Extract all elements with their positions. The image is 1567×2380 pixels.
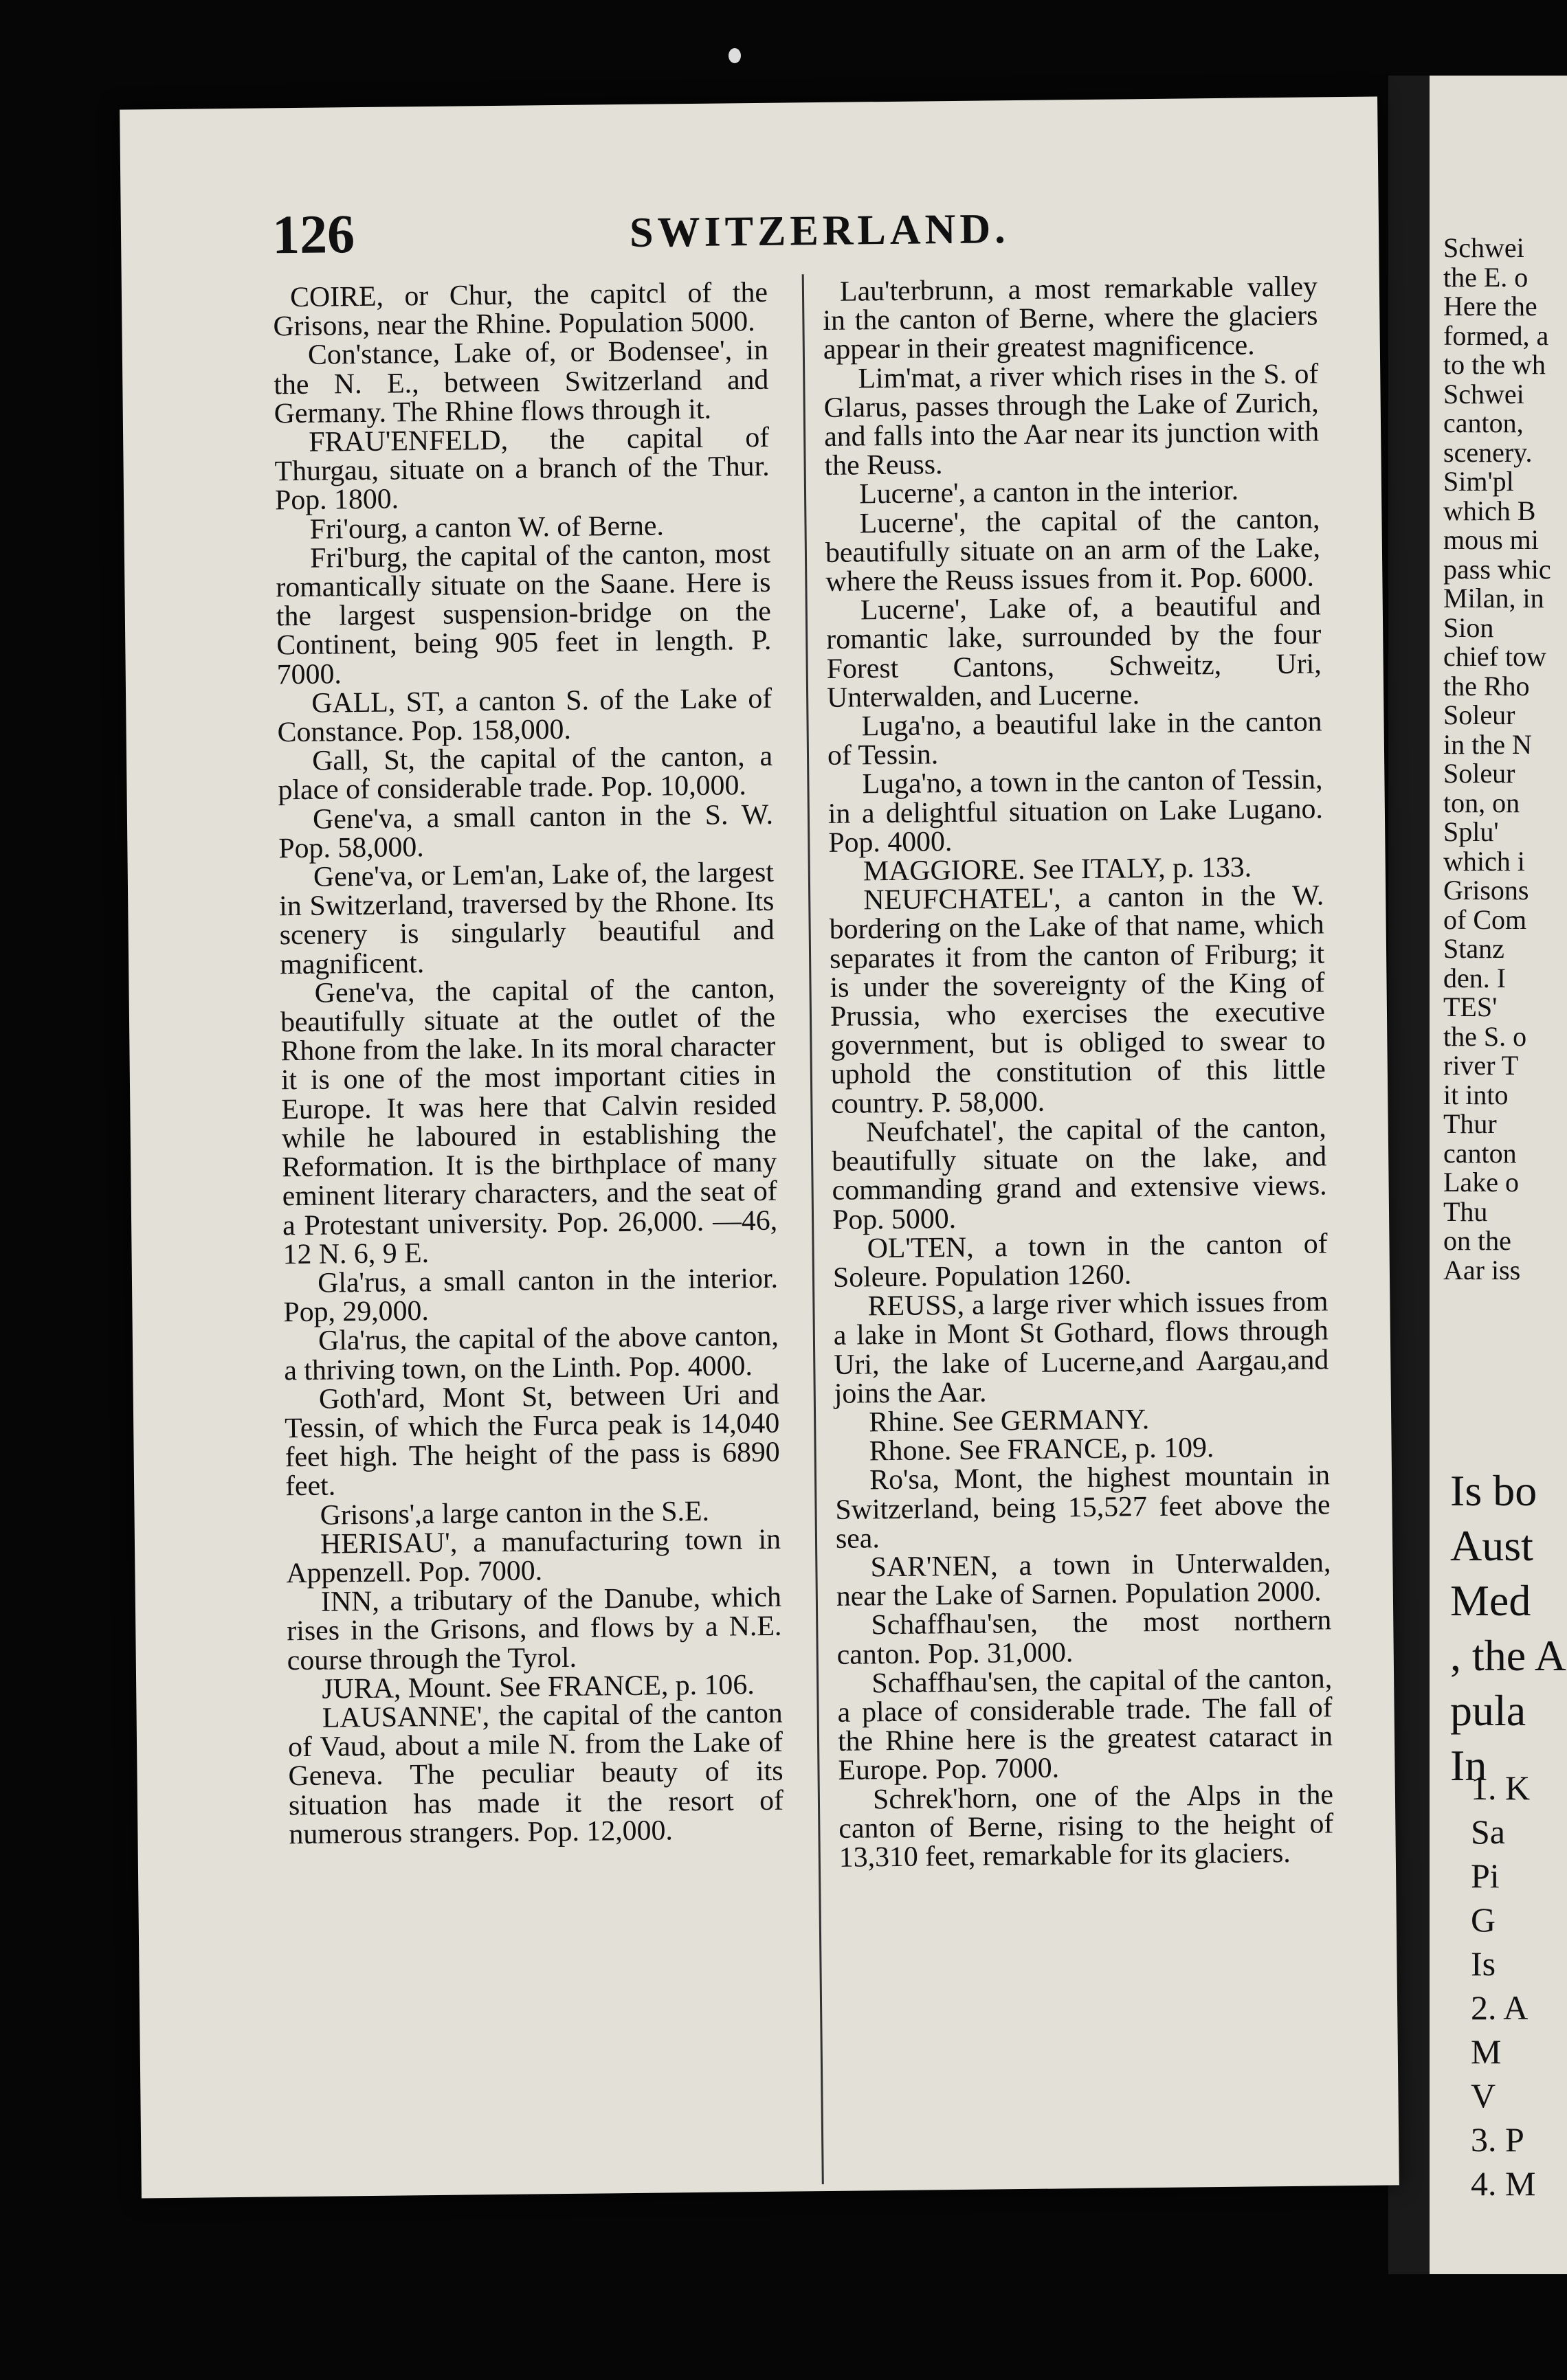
facing-page-line: M	[1471, 2032, 1502, 2071]
gazetteer-entry: HERISAU', a manufacturing town in Appenzell. Pop. 7000.	[286, 1523, 781, 1590]
facing-page-line: Thu	[1443, 1195, 1488, 1227]
gazetteer-entry: Fri'burg, the capital of the canton, most romantically situate on the Saane. Here is the largest suspension-bridge on the Continent, being 905 feet in length. P. 7000.	[276, 537, 772, 691]
facing-page-line: chief tow	[1443, 641, 1546, 672]
gazetteer-entry: Lucerne', Lake of, a beautiful and romantic lake, surrounded by the four Forest Cantons, Schweitz, Uri, Unterwalden, and Lucerne.	[826, 590, 1322, 714]
facing-page-line: it into	[1443, 1079, 1509, 1110]
gazetteer-entry: Luga'no, a town in the canton of Tessin, in a delightful situation on Lake Lugano. Pop. 4000.	[827, 763, 1324, 859]
facing-page-list	[1471, 1766, 1567, 2205]
facing-page-line: scenery.	[1443, 436, 1533, 468]
gazetteer-entry: Rhine. See GERMANY.	[869, 1404, 1150, 1439]
gazetteer-entry: Goth'ard, Mont St, between Uri and Tessin, of which the Furca peak is 14,040 feet high. The height of the pass is 6890 feet.	[285, 1378, 780, 1503]
facing-page-line: Sa	[1471, 1812, 1505, 1851]
gazetteer-entry: NEUFCHATEL', a canton in the W. bordering on the Lake of that name, which separates it from the canton of Friburg; it is under the sovereignty of the King of Prussia, who exercises the executive government, but is obliged to swear to uphold the constitution of this little country. P. 58,000.	[829, 879, 1326, 1120]
gazetteer-entry: Lucerne', the capital of the canton, beautifully situate on an arm of the Lake, where the Reuss issues from it. Pop. 6000.	[825, 503, 1321, 598]
gazetteer-entry: Schaffhau'sen, the capital of the canton, a place of considerable trade. The fall of the Rhine here is the greatest cataract in Europe. Pop. 7000.	[837, 1663, 1333, 1787]
facing-page-line: Is	[1471, 1944, 1496, 1983]
book-page	[120, 97, 1399, 2199]
facing-page-line: mous mi	[1443, 524, 1539, 555]
facing-page-line: Schwei	[1443, 378, 1524, 409]
facing-page-line: the S. o	[1443, 1020, 1527, 1052]
facing-page-line: V	[1471, 2076, 1496, 2115]
facing-page-line: Grisons	[1443, 875, 1529, 906]
running-head: SWITZERLAND.	[629, 205, 1010, 256]
gazetteer-entry: Gene'va, or Lem'an, Lake of, the largest in Switzerland, traversed by the Rhone. Its scenery is singularly beautiful and magnificent.	[279, 856, 775, 980]
gazetteer-entry: Schaffhau'sen, the most northern canton. Pop. 31,000.	[836, 1604, 1332, 1671]
facing-page-line: Here the	[1443, 291, 1537, 322]
facing-page-line: Milan, in	[1443, 583, 1544, 614]
gazetteer-entry: REUSS, a large river which issues from a lake in Mont St Gothard, flows through Uri, the lake of Lucerne,and Aargau,and joins the Aar.	[833, 1286, 1329, 1410]
facing-page-line: formed, a	[1443, 319, 1549, 351]
right-column	[823, 272, 1334, 1872]
facing-page-line: canton	[1443, 1137, 1517, 1169]
facing-page-line: Med	[1450, 1576, 1531, 1625]
facing-page-line: Sion	[1443, 611, 1494, 643]
gazetteer-entry: Fri'ourg, a canton W. of Berne.	[309, 510, 665, 546]
facing-page	[1430, 76, 1567, 2274]
facing-page-large-text	[1450, 1463, 1567, 1793]
gazetteer-entry: INN, a tributary of the Danube, which rises in the Grisons, and flows by a N.E. course through the Tyrol.	[287, 1581, 782, 1676]
gazetteer-entry: Luga'no, a beautiful lake in the canton of Tessin.	[827, 706, 1322, 772]
facing-page-line: In	[1450, 1741, 1487, 1790]
facing-page-line: G	[1471, 1900, 1496, 1939]
facing-page-line: to the wh	[1443, 349, 1546, 380]
gazetteer-entry: GALL, ST, a canton S. of the Lake of Constance. Pop. 158,000.	[277, 682, 773, 749]
facing-page-line: TES'	[1443, 991, 1498, 1022]
gazetteer-entry: Gall, St, the capital of the canton, a place of considerable trade. Pop. 10,000.	[278, 741, 773, 807]
facing-page-line: river T	[1443, 1050, 1519, 1081]
scan-speck	[729, 48, 741, 63]
facing-page-line: pass whic	[1443, 553, 1551, 585]
gazetteer-entry: Lau'terbrunn, a most remarkable valley in the canton of Berne, where the glaciers appear in their greatest magnificence.	[823, 271, 1318, 366]
facing-page-line: 4. M	[1471, 2164, 1536, 2203]
gazetteer-entry: Gene'va, a small canton in the S. W. Pop. 58,000.	[278, 798, 774, 865]
gazetteer-entry: Con'stance, Lake of, or Bodensee', in the N. E., between Switzerland and Germany. The Rhine flows through it.	[274, 335, 769, 430]
gazetteer-entry: Grisons',a large canton in the S.E.	[320, 1495, 710, 1531]
facing-page-line: Thur	[1443, 1108, 1497, 1139]
gazetteer-entry: Gla'rus, a small canton in the interior. Pop, 29,000.	[283, 1262, 779, 1329]
facing-page-line: 1. K	[1471, 1769, 1531, 1807]
facing-page-line: canton,	[1443, 407, 1524, 438]
gazetteer-entry: Rhone. See FRANCE, p. 109.	[869, 1432, 1214, 1468]
gazetteer-entry: Ro'sa, Mont, the highest mountain in Switzerland, being 15,527 feet above the sea.	[835, 1459, 1331, 1555]
facing-page-line: Splu'	[1443, 816, 1499, 847]
facing-page-line: which B	[1443, 495, 1536, 526]
gazetteer-entry: LAUSANNE', the capital of the canton of Vaud, about a mile N. from the Lake of Geneva. The peculiar beauty of its situation has made it the resort of numerous strangers. Pop. 12,000.	[287, 1697, 784, 1850]
facing-page-line: of Com	[1443, 903, 1527, 935]
facing-page-line: on the	[1443, 1225, 1511, 1256]
facing-page-line: , the A	[1450, 1631, 1566, 1680]
gazetteer-entry: Gla'rus, the capital of the above canton, a thriving town, on the Linth. Pop. 4000.	[284, 1321, 779, 1387]
facing-page-line: Pi	[1471, 1856, 1500, 1895]
facing-page-small-text	[1443, 234, 1567, 1285]
facing-page-line: den. I	[1443, 962, 1507, 993]
gazetteer-entry: JURA, Mount. See FRANCE, p. 106.	[322, 1668, 755, 1705]
page-header	[272, 193, 1345, 273]
facing-page-line: Aar iss	[1443, 1254, 1521, 1286]
gazetteer-entry: Gene'va, the capital of the canton, beautifully situate at the outlet of the Rhone from the lake. In its moral character it is one of the most important cities in Europe. It was here that Calvin resided while he laboured in establishing the Reformation. It is the birthplace of many eminent literary characters, and the seat of a Protestant university. Pop. 26,000. —46, 12 N. 6, 9 E.	[280, 972, 778, 1270]
facing-page-line: Soleur	[1443, 758, 1515, 789]
gazetteer-entry: Neufchatel', the capital of the canton, beautifully situate on the lake, and commanding grand and extensive views. Pop. 5000.	[831, 1112, 1327, 1236]
facing-page-line: pula	[1450, 1686, 1526, 1735]
facing-page-line: Sim'pl	[1443, 466, 1514, 497]
facing-page-line: ton, on	[1443, 787, 1520, 818]
facing-page-line: Is bo	[1450, 1466, 1537, 1515]
facing-page-line: in the N	[1443, 728, 1532, 760]
page-number: 126	[271, 204, 355, 266]
gazetteer-entry: SAR'NEN, a town in Unterwalden, near the Lake of Sarnen. Population 2000.	[836, 1547, 1331, 1613]
column-rule	[802, 274, 824, 2184]
left-column	[273, 278, 784, 1849]
facing-page-line: Stanz	[1443, 933, 1504, 964]
facing-page-line: 3. P	[1471, 2120, 1524, 2159]
facing-page-line: the Rho	[1443, 670, 1530, 701]
facing-page-line: Lake o	[1443, 1167, 1519, 1198]
facing-page-line: Aust	[1450, 1521, 1533, 1570]
gazetteer-entry: MAGGIORE. See ITALY, p. 133.	[863, 851, 1252, 888]
facing-page-line: 2. A	[1471, 1988, 1529, 2027]
facing-page-line: the E. o	[1443, 261, 1529, 293]
gazetteer-entry: Lucerne', a canton in the interior.	[858, 475, 1239, 510]
gazetteer-entry: COIRE, or Chur, the capitcl of the Grisons, near the Rhine. Population 5000.	[273, 276, 768, 343]
facing-page-line: Soleur	[1443, 699, 1515, 730]
facing-page-line: which i	[1443, 845, 1525, 877]
gazetteer-entry: Schrek'horn, one of the Alps in the canton of Berne, rising to the height of 13,310 feet, remarkable for its glaciers.	[838, 1778, 1334, 1874]
facing-page-line: Schwei	[1443, 232, 1524, 263]
gazetteer-entry: Lim'mat, a river which rises in the S. of Glarus, passes through the Lake of Zurich, and falls into the Aar near its junction with the Reuss.	[823, 358, 1320, 482]
gazetteer-entry: OL'TEN, a town in the canton of Soleure. Population 1260.	[832, 1228, 1328, 1294]
gazetteer-entry: FRAU'ENFELD, the capital of Thurgau, situate on a branch of the Thur. Pop. 1800.	[274, 421, 770, 517]
